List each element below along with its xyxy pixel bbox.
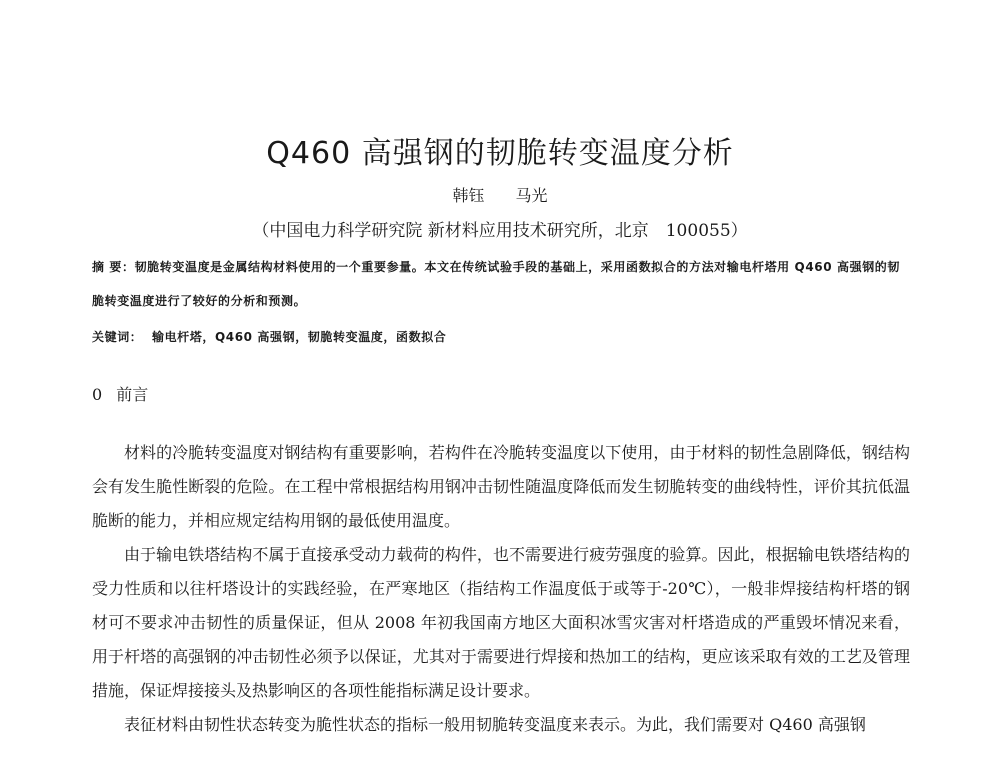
- section-number: 0: [92, 385, 103, 404]
- abstract: [92, 250, 912, 318]
- author-name: 韩钰: [452, 186, 485, 205]
- body-paragraph: 由于输电铁塔结构不属于直接承受动力载荷的构件，也不需要进行疲劳强度的验算。因此，根据输电铁塔结构的受力性质和以往杆塔设计的实践经验，在严寒地区（指结构工作温度低于或等于-20℃），一般非焊接结构杆塔的钢材可不要求冲击韧性的质量保证，但从 2008 年初我国南方地区大面积冰雪灾害对杆塔造成的严重毁坏情况来看，用于杆塔的高强钢的冲击韧性必须予以保证，尤其对于需要进行焊接和热加工的结构，更应该采取有效的工艺及管理措施，保证焊接接头及热影响区的各项性能指标满足设计要求。: [92, 545, 910, 700]
- body-paragraph: 表征材料由韧性状态转变为脆性状态的指标一般用韧脆转变温度来表示。为此，我们需要对 Q460 高强钢: [124, 715, 866, 734]
- author-name: 马光: [515, 186, 548, 205]
- abstract-label: 摘 要：: [92, 260, 135, 274]
- paper-title: Q460 高强钢的韧脆转变温度分析: [266, 136, 734, 171]
- author-line: [0, 183, 1000, 206]
- section-title: 前言: [116, 385, 149, 404]
- keywords-text: 输电杆塔，Q460 高强钢，韧脆转变温度，函数拟合: [151, 330, 447, 344]
- keywords-label: 关键词：: [92, 330, 143, 344]
- abstract-text: 韧脆转变温度是金属结构材料使用的一个重要参量。本文在传统试验手段的基础上，采用函数拟合的方法对输电杆塔用 Q460 高强钢的韧脆转变温度进行了较好的分析和预测。: [92, 260, 900, 308]
- affiliation: （中国电力科学研究院 新材料应用技术研究所，北京 100055）: [252, 221, 748, 241]
- body-paragraph: 材料的冷脆转变温度对钢结构有重要影响，若构件在冷脆转变温度以下使用，由于材料的韧性急剧降低，钢结构会有发生脆性断裂的危险。在工程中常根据结构用钢冲击韧性随温度降低而发生韧脆转变的曲线特性，评价其抗低温脆断的能力，并相应规定结构用钢的最低使用温度。: [92, 443, 910, 530]
- section-heading: [92, 382, 148, 405]
- keywords: [92, 320, 912, 354]
